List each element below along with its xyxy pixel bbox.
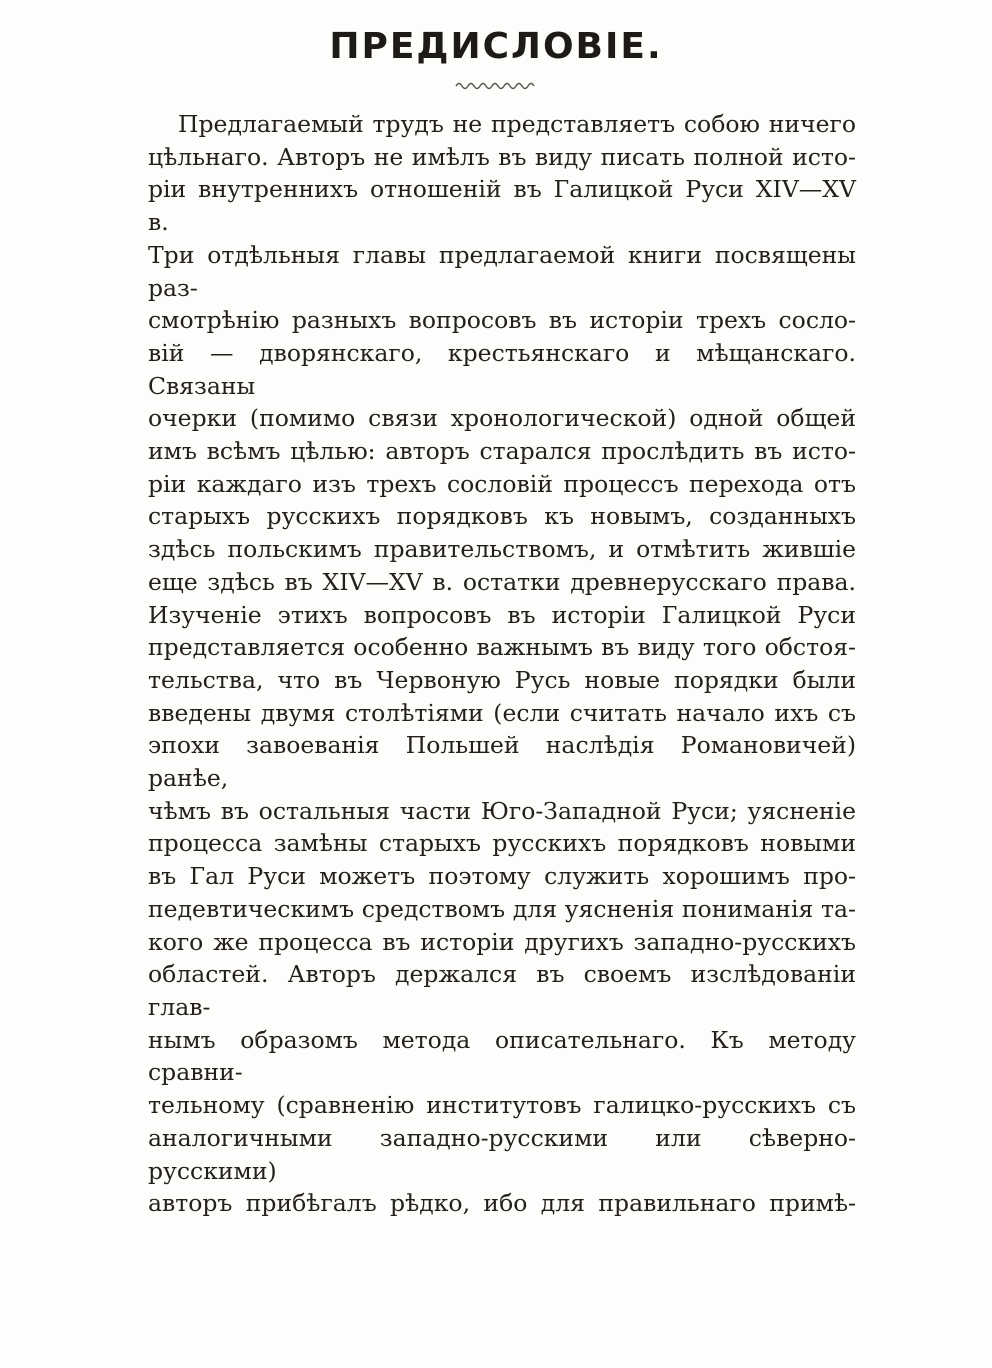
page-title: ПРЕДИСЛОВІЕ.	[329, 26, 663, 67]
text-line: введены двумя столѣтіями (если считать начало ихъ съ	[148, 698, 856, 727]
text-line: авторъ прибѣгалъ рѣдко, ибо для правильнаго примѣ-	[148, 1189, 856, 1218]
text-line: въ Гал Руси можетъ поэтому служить хорошимъ про-	[148, 862, 856, 891]
text-line: смотрѣнію разныхъ вопросовъ въ исторіи трехъ сосло-	[148, 306, 856, 335]
text-line: еще здѣсь въ XIV—XV в. остатки древнерусскаго права.	[148, 567, 856, 596]
text-line: ріи внутреннихъ отношеній въ Галицкой Руси XIV—XV в.	[148, 175, 856, 237]
text-line: процесса замѣны старыхъ русскихъ порядковъ новыми	[148, 829, 856, 858]
text-line: имъ всѣмъ цѣлью: авторъ старался прослѣдить въ исто-	[148, 437, 856, 466]
text-line: областей. Авторъ держался въ своемъ изслѣдованіи глав-	[148, 960, 856, 1021]
body-text	[148, 108, 856, 1220]
text-line: нымъ образомъ метода описательнаго. Къ методу сравни-	[148, 1025, 856, 1087]
text-line: здѣсь польскимъ правительствомъ, и отмѣтить жившіе	[148, 535, 856, 564]
text-line: Три отдѣльныя главы предлагаемой книги посвящены раз-	[148, 240, 856, 302]
text-line: вій — дворянскаго, крестьянскаго и мѣщанскаго. Связаны	[148, 338, 856, 400]
text-line: кого же процесса въ исторіи другихъ западно-русскихъ	[148, 927, 856, 956]
text-line: ріи каждаго изъ трехъ сословій процессъ перехода отъ	[148, 469, 856, 498]
text-line: очерки (помимо связи хронологической) одной общей	[148, 404, 856, 433]
text-line: представляется особенно важнымъ въ виду того обстоя-	[148, 633, 856, 662]
text-line: тельному (сравненію институтовъ галицко-русскихъ съ	[148, 1091, 856, 1120]
text-line: аналогичными западно-русскими или сѣверно-русскими)	[148, 1123, 856, 1185]
text-line: старыхъ русскихъ порядковъ къ новымъ, созданныхъ	[148, 502, 856, 531]
text-line: педевтическимъ средствомъ для уясненія пониманія та-	[148, 894, 856, 923]
text-line: Предлагаемый трудъ не представляетъ собою ничего	[178, 110, 856, 138]
text-line: эпохи завоеванія Польшей наслѣдія Романовичей) ранѣе,	[148, 731, 856, 793]
text-line: Изученіе этихъ вопросовъ въ исторіи Галицкой Руси	[148, 600, 856, 629]
text-line: цѣльнаго. Авторъ не имѣлъ въ виду писать полной исто-	[148, 142, 856, 171]
text-line: чѣмъ въ остальныя части Юго-Западной Руси; уясненіе	[148, 796, 856, 825]
text-line: тельства, что въ Червоную Русь новые порядки были	[148, 665, 856, 694]
squiggle-ornament	[0, 79, 992, 95]
